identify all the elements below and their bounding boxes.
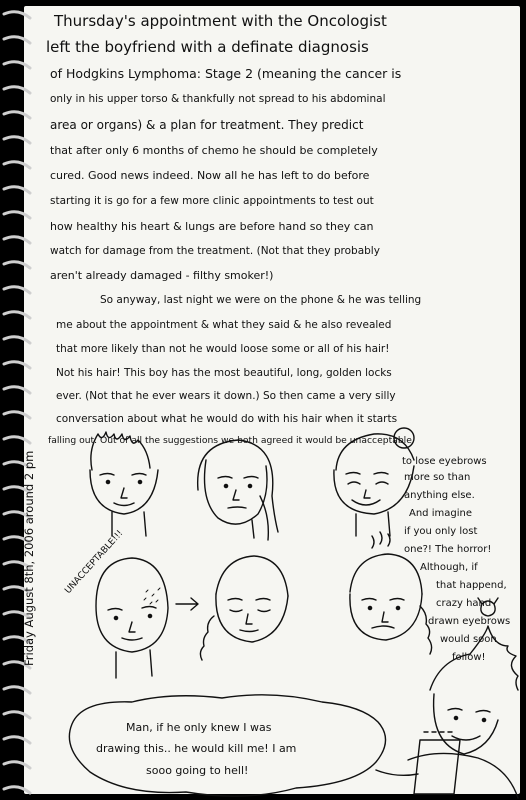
bubble-line-2: drawing this.. he would kill me! I am [96, 742, 297, 755]
entry-line-11: aren't already damaged - filthy smoker!) [50, 269, 274, 282]
entry-line-6: that after only 6 months of chemo he should be completely [50, 144, 378, 157]
entry-line-18: falling out. Out of all the suggestions we both agreed it would be unacceptable [48, 435, 412, 446]
entry-line-9: how healthy his heart & lungs are before hand so they can [50, 220, 374, 233]
side-note-12: follow! [452, 652, 486, 663]
side-note-11: would soon [440, 634, 497, 645]
side-note-3: anything else. [404, 490, 475, 501]
entry-line-4: only in his upper torso & thankfully not spread to his abdominal [50, 93, 386, 105]
side-note-10: drawn eyebrows [428, 616, 511, 627]
bubble-line-3: sooo going to hell! [146, 764, 249, 777]
entry-line-2: left the boyfriend with a definate diagnosis [46, 38, 369, 56]
entry-line-14: that more likely than not he would loose some or all of his hair! [56, 343, 390, 355]
side-note-9: crazy hand [436, 598, 492, 609]
sketch-bald-head [96, 558, 168, 678]
sketch-braided-head [200, 556, 288, 660]
sketch-long-hair-head [198, 440, 278, 540]
arrow-icon [176, 598, 198, 610]
sketch-topknot-head [334, 428, 414, 536]
sketch-self-portrait [408, 626, 518, 798]
side-note-4: And imagine [409, 508, 472, 519]
sketch-side-braids-head [350, 532, 432, 654]
entry-line-16: ever. (Not that he ever wears it down.) So then came a very silly [56, 390, 396, 402]
bug-doodle-icon [478, 598, 498, 616]
side-note-6: one?! The horror! [404, 544, 492, 555]
entry-line-1: Thursday's appointment with the Oncologist [54, 12, 387, 30]
side-note-1: to lose eyebrows [402, 456, 487, 467]
entry-line-12: So anyway, last night we were on the phone & he was telling [100, 294, 422, 306]
entry-line-13: me about the appointment & what they said & he also revealed [56, 319, 392, 331]
entry-line-15: Not his hair! This boy has the most beautiful, long, golden locks [56, 367, 392, 379]
entry-line-10: watch for damage from the treatment. (Not that they probably [50, 245, 380, 257]
side-note-7: Although, if [420, 562, 478, 573]
side-note-8: that happend, [436, 580, 507, 591]
date-note: Friday August 8th, 2006 around 2 pm [22, 450, 36, 666]
bubble-line-1: Man, if he only knew I was [126, 721, 272, 734]
entry-line-8: starting it is go for a few more clinic appointments to test out [50, 195, 374, 207]
entry-line-7: cured. Good news indeed. Now all he has left to do before [50, 169, 370, 182]
side-note-5: if you only lost [404, 526, 478, 537]
entry-line-3: of Hodgkins Lymphoma: Stage 2 (meaning the cancer is [50, 66, 402, 81]
sketch-spiky-hair-head [90, 432, 158, 536]
entry-line-5: area or organs) & a plan for treatment. They predict [50, 118, 364, 132]
side-note-2: more so than [404, 472, 471, 483]
entry-line-17: conversation about what he would do with his hair when it starts [56, 413, 398, 425]
unacceptable-label: UNACCEPTABLE!!! [63, 528, 126, 597]
